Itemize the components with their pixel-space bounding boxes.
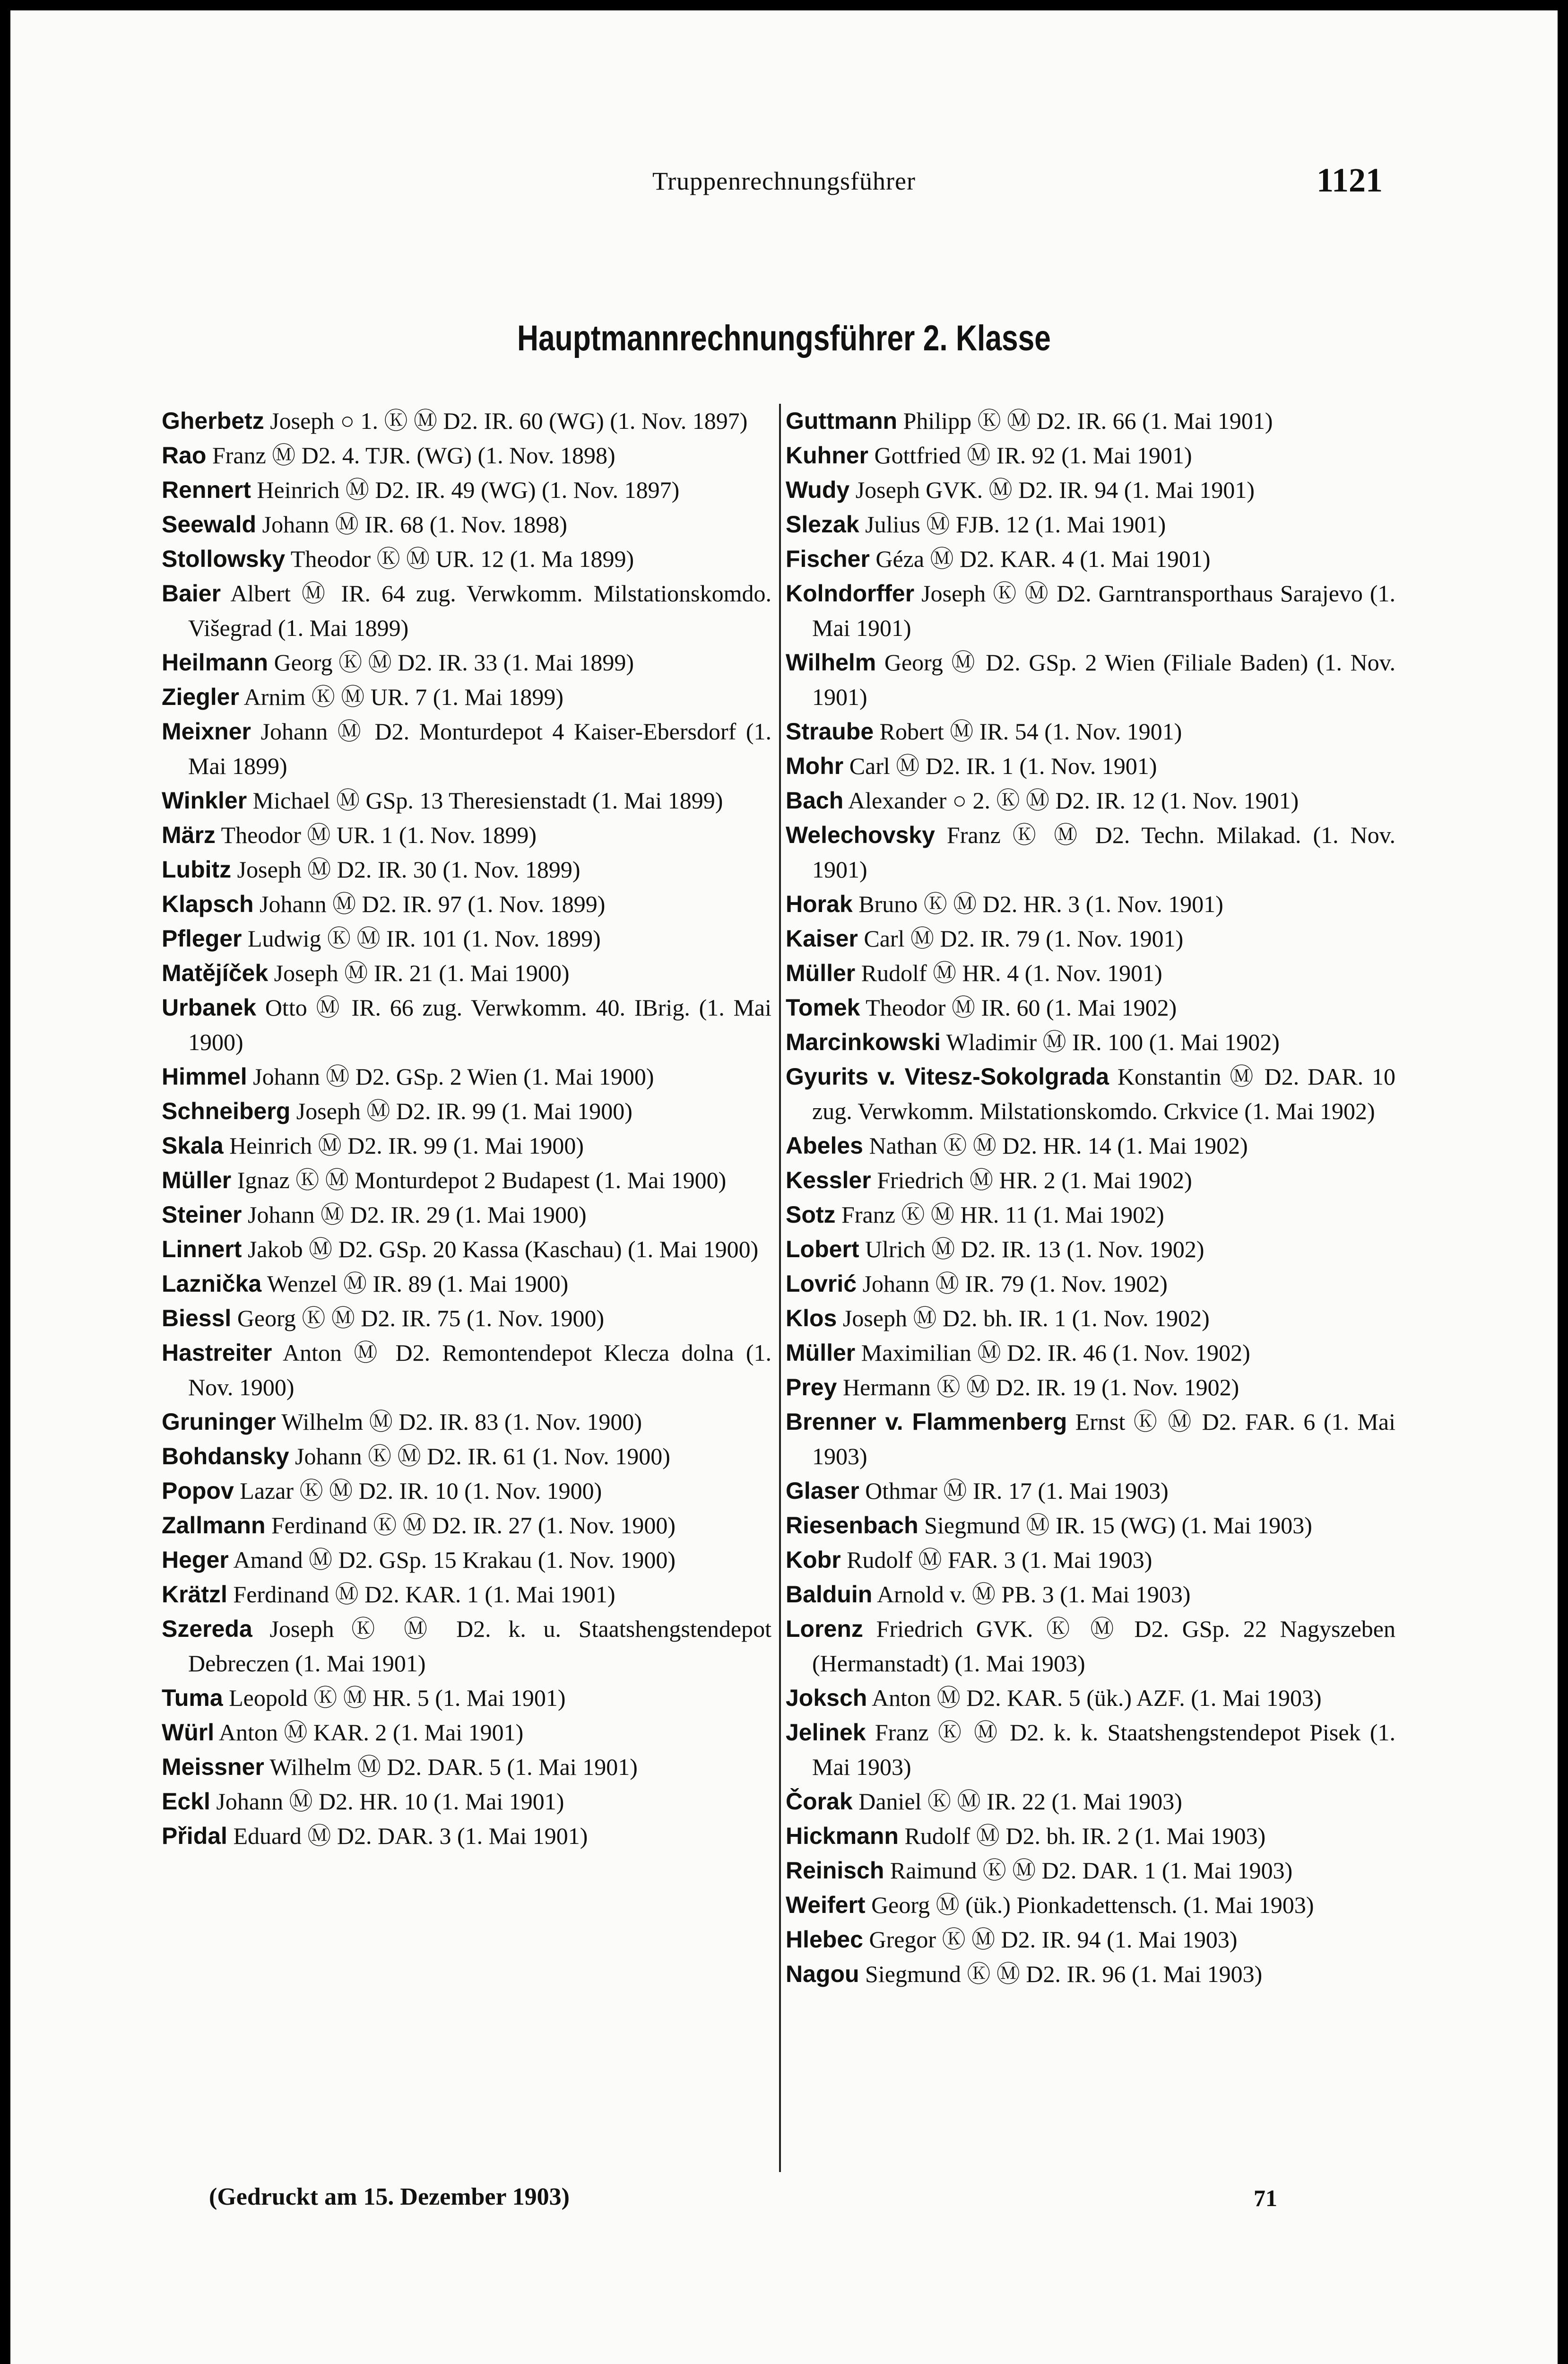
- surname: Heilmann: [162, 649, 269, 676]
- roster-entry: [786, 1232, 1395, 1267]
- running-header-title: Truppenrechnungsführer: [652, 167, 916, 195]
- surname: Kobr: [786, 1547, 841, 1573]
- roster-entry: [786, 749, 1395, 783]
- roster-entry: [786, 1267, 1395, 1301]
- roster-entry: [786, 714, 1395, 749]
- entry-details: Johann Ⓜ D2. Monturdepot 4 Kaiser-Ebersdorf (1. Mai 1899): [188, 718, 771, 779]
- surname: Wilhelm: [786, 649, 876, 676]
- entry-details: Heinrich Ⓜ D2. IR. 49 (WG) (1. Nov. 1897): [257, 477, 680, 503]
- roster-entry: [786, 1370, 1395, 1405]
- surname: Marcinkowski: [786, 1029, 941, 1055]
- entry-details: Alexander ○ 2. Ⓚ Ⓜ D2. IR. 12 (1. Nov. 1901): [848, 787, 1299, 814]
- roster-entry: [786, 991, 1395, 1025]
- roster-entry: [162, 1405, 771, 1439]
- surname: Linnert: [162, 1236, 242, 1262]
- surname: Seewald: [162, 511, 257, 538]
- roster-entry: [162, 783, 771, 818]
- surname: Schneiberg: [162, 1098, 291, 1124]
- entry-details: Ferdinand Ⓚ Ⓜ D2. IR. 27 (1. Nov. 1900): [271, 1512, 676, 1538]
- roster-entry: [162, 1198, 771, 1232]
- entry-details: Arnold v. Ⓜ PB. 3 (1. Mai 1903): [877, 1581, 1191, 1608]
- entry-details: Friedrich GVK. Ⓚ Ⓜ D2. GSp. 22 Nagyszeben (Hermanstadt) (1. Mai 1903): [812, 1616, 1395, 1677]
- surname: Hlebec: [786, 1926, 863, 1953]
- entry-details: Rudolf Ⓜ FAR. 3 (1. Mai 1903): [847, 1547, 1152, 1573]
- entry-details: Theodor Ⓚ Ⓜ UR. 12 (1. Ma 1899): [290, 546, 634, 572]
- entry-details: Robert Ⓜ IR. 54 (1. Nov. 1901): [879, 718, 1182, 745]
- page-number: 1121: [1316, 161, 1383, 199]
- roster-entry: [162, 852, 771, 887]
- surname: Čorak: [786, 1788, 853, 1815]
- entry-details: Siegmund Ⓜ IR. 15 (WG) (1. Mai 1903): [924, 1512, 1312, 1538]
- entry-details: Albert Ⓜ IR. 64 zug. Verwkomm. Milstationskomdo. Višegrad (1. Mai 1899): [188, 580, 771, 641]
- entry-details: Amand Ⓜ D2. GSp. 15 Krakau (1. Nov. 1900): [233, 1547, 676, 1573]
- surname: Nagou: [786, 1961, 859, 1987]
- printed-date-note: (Gedruckt am 15. Dezember 1903): [209, 2183, 570, 2210]
- roster-entry: [786, 1922, 1395, 1957]
- roster-entry: [786, 1681, 1395, 1715]
- entry-details: Johann Ⓜ D2. GSp. 2 Wien (1. Mai 1900): [253, 1063, 654, 1090]
- roster-entry: [162, 1439, 771, 1474]
- entry-details: Otto Ⓜ IR. 66 zug. Verwkomm. 40. IBrig. (1. Mai 1900): [188, 994, 772, 1055]
- roster-entry: [786, 542, 1395, 576]
- entry-details: Philipp Ⓚ Ⓜ D2. IR. 66 (1. Mai 1901): [903, 408, 1273, 434]
- entry-details: Anton Ⓜ D2. Remontendepot Klecza dolna (1. Nov. 1900): [188, 1339, 772, 1400]
- roster-entry: [162, 576, 771, 645]
- surname: Reinisch: [786, 1857, 884, 1884]
- roster-entry: [162, 1715, 771, 1750]
- roster-entry: [786, 783, 1395, 818]
- surname: Meixner: [162, 718, 251, 745]
- surname: Müller: [162, 1167, 232, 1193]
- surname: Weifert: [786, 1892, 866, 1918]
- entry-details: Anton Ⓜ KAR. 2 (1. Mai 1901): [218, 1719, 524, 1746]
- entry-details: Julius Ⓜ FJB. 12 (1. Mai 1901): [865, 511, 1166, 538]
- roster-entry: [162, 1336, 771, 1405]
- entry-details: Arnim Ⓚ Ⓜ UR. 7 (1. Mai 1899): [243, 684, 564, 710]
- surname: Szereda: [162, 1616, 252, 1642]
- roster-entry: [786, 1853, 1395, 1888]
- surname: Zallmann: [162, 1512, 266, 1538]
- entry-details: Franz Ⓚ Ⓜ D2. k. k. Staatshengstendepot Pisek (1. Mai 1903): [812, 1719, 1396, 1780]
- surname: Joksch: [786, 1685, 867, 1711]
- entry-details: Carl Ⓜ D2. IR. 1 (1. Nov. 1901): [849, 753, 1157, 779]
- entry-details: Géza Ⓜ D2. KAR. 4 (1. Mai 1901): [875, 546, 1211, 572]
- section-title: Hauptmannrechnungsführer 2. Klasse: [517, 318, 1051, 358]
- surname: Himmel: [162, 1063, 247, 1090]
- roster-entry: [786, 1543, 1395, 1577]
- entry-details: Georg Ⓜ (ük.) Pionkadettensch. (1. Mai 1903): [871, 1892, 1314, 1918]
- roster-entry: [786, 404, 1395, 438]
- surname: Lubitz: [162, 856, 232, 883]
- roster-entry: [786, 1198, 1395, 1232]
- entry-details: Eduard Ⓜ D2. DAR. 3 (1. Mai 1901): [233, 1823, 588, 1849]
- surname: Gruninger: [162, 1408, 276, 1435]
- entry-details: Gottfried Ⓜ IR. 92 (1. Mai 1901): [874, 442, 1192, 469]
- roster-entry: [162, 956, 771, 991]
- entry-details: Joseph Ⓚ Ⓜ D2. Garntransporthaus Sarajevo (1. Mai 1901): [812, 580, 1395, 641]
- surname: Lobert: [786, 1236, 859, 1262]
- entry-details: Rudolf Ⓜ HR. 4 (1. Nov. 1901): [861, 960, 1162, 986]
- surname: Slezak: [786, 511, 859, 538]
- document-page: [10, 10, 1558, 2364]
- roster-entry: [786, 1612, 1395, 1681]
- roster-entry: [162, 645, 771, 680]
- entry-details: Joseph Ⓜ IR. 21 (1. Mai 1900): [274, 960, 570, 986]
- roster-entry: [162, 1577, 771, 1612]
- roster-entry: [786, 1715, 1395, 1784]
- entry-details: Hermann Ⓚ Ⓜ D2. IR. 19 (1. Nov. 1902): [842, 1374, 1239, 1400]
- entry-details: Georg Ⓚ Ⓜ D2. IR. 75 (1. Nov. 1900): [237, 1305, 605, 1331]
- entry-details: Nathan Ⓚ Ⓜ D2. HR. 14 (1. Mai 1902): [869, 1132, 1248, 1159]
- roster-entry: [162, 1474, 771, 1508]
- roster-entry: [162, 1094, 771, 1129]
- roster-entry: [162, 404, 771, 438]
- roster-entry: [786, 576, 1395, 645]
- entry-details: Joseph ○ 1. Ⓚ Ⓜ D2. IR. 60 (WG) (1. Nov. 1897): [270, 408, 748, 434]
- surname: Sotz: [786, 1201, 836, 1228]
- surname: Popov: [162, 1478, 234, 1504]
- surname: Balduin: [786, 1581, 873, 1608]
- surname: Kaiser: [786, 925, 858, 952]
- entry-details: Michael Ⓜ GSp. 13 Theresienstadt (1. Mai 1899): [252, 787, 723, 814]
- surname: Meissner: [162, 1754, 264, 1780]
- roster-entry: [786, 887, 1395, 921]
- surname: Kessler: [786, 1167, 871, 1193]
- surname: Laznička: [162, 1270, 262, 1297]
- surname: Klapsch: [162, 891, 254, 917]
- surname: Stollowsky: [162, 546, 286, 572]
- surname: Kuhner: [786, 442, 868, 469]
- surname: Eckl: [162, 1788, 210, 1815]
- entry-details: Daniel Ⓚ Ⓜ IR. 22 (1. Mai 1903): [858, 1788, 1182, 1815]
- entry-details: Ferdinand Ⓜ D2. KAR. 1 (1. Mai 1901): [233, 1581, 615, 1608]
- roster-entry: [162, 542, 771, 576]
- entry-details: Leopold Ⓚ Ⓜ HR. 5 (1. Mai 1901): [229, 1685, 566, 1711]
- roster-entry: [786, 1163, 1395, 1198]
- entry-details: Franz Ⓜ D2. 4. TJR. (WG) (1. Nov. 1898): [212, 442, 615, 469]
- entry-details: Georg Ⓚ Ⓜ D2. IR. 33 (1. Mai 1899): [274, 649, 634, 676]
- entry-details: Heinrich Ⓜ D2. IR. 99 (1. Mai 1900): [229, 1132, 584, 1159]
- surname: Fischer: [786, 546, 870, 572]
- surname: Müller: [786, 960, 856, 986]
- roster-entry: [786, 1025, 1395, 1060]
- roster-entry: [162, 680, 771, 714]
- entry-details: Franz Ⓚ Ⓜ D2. Techn. Milakad. (1. Nov. 1901): [812, 822, 1396, 883]
- surname: Ziegler: [162, 684, 239, 710]
- surname: Rennert: [162, 477, 251, 503]
- roster-entry: [162, 1267, 771, 1301]
- roster-entry: [786, 1508, 1395, 1543]
- surname: Würl: [162, 1719, 215, 1746]
- surname: Müller: [786, 1339, 856, 1366]
- roster-entry: [162, 507, 771, 542]
- roster-entry: [162, 1819, 771, 1853]
- surname: Glaser: [786, 1478, 859, 1504]
- right-column: [786, 404, 1395, 1991]
- roster-entry: [162, 818, 771, 852]
- entry-details: Rudolf Ⓜ D2. bh. IR. 2 (1. Mai 1903): [904, 1823, 1266, 1849]
- column-divider: [779, 404, 781, 2172]
- surname: Mohr: [786, 753, 844, 779]
- entry-details: Jakob Ⓜ D2. GSp. 20 Kassa (Kaschau) (1. Mai 1900): [247, 1236, 759, 1262]
- entry-details: Siegmund Ⓚ Ⓜ D2. IR. 96 (1. Mai 1903): [865, 1961, 1263, 1987]
- roster-entry: [162, 991, 771, 1060]
- entry-details: Konstantin Ⓜ D2. DAR. 10 zug. Verwkomm. Milstationskomdo. Crkvice (1. Mai 1902): [812, 1063, 1396, 1124]
- surname: Straube: [786, 718, 874, 745]
- roster-entry: [786, 1474, 1395, 1508]
- roster-entry: [786, 1336, 1395, 1370]
- roster-entry: [786, 818, 1395, 887]
- surname: Pfleger: [162, 925, 242, 952]
- roster-entry: [162, 1784, 771, 1819]
- surname: Heger: [162, 1547, 229, 1573]
- roster-entry: [786, 1819, 1395, 1853]
- roster-entry: [786, 921, 1395, 956]
- entry-details: Ludwig Ⓚ Ⓜ IR. 101 (1. Nov. 1899): [248, 925, 601, 952]
- surname: Winkler: [162, 787, 247, 814]
- roster-entry: [786, 1301, 1395, 1336]
- entry-details: Joseph GVK. Ⓜ D2. IR. 94 (1. Mai 1901): [855, 477, 1255, 503]
- roster-entry: [786, 473, 1395, 507]
- roster-entry: [162, 1301, 771, 1336]
- roster-entry: [162, 1612, 771, 1681]
- roster-entry: [786, 438, 1395, 473]
- roster-entry: [786, 507, 1395, 542]
- surname: Tuma: [162, 1685, 223, 1711]
- entry-details: Joseph Ⓜ D2. bh. IR. 1 (1. Nov. 1902): [842, 1305, 1210, 1331]
- roster-entry: [162, 1750, 771, 1784]
- surname: Matějíček: [162, 960, 269, 986]
- entry-details: Franz Ⓚ Ⓜ HR. 11 (1. Mai 1902): [841, 1201, 1164, 1228]
- roster-entry: [162, 1681, 771, 1715]
- roster-entry: [162, 438, 771, 473]
- roster-entry: [786, 1888, 1395, 1922]
- entry-details: Ulrich Ⓜ D2. IR. 13 (1. Nov. 1902): [865, 1236, 1204, 1262]
- entry-details: Johann Ⓜ IR. 68 (1. Nov. 1898): [262, 511, 567, 538]
- roster-entry: [786, 1129, 1395, 1163]
- entry-details: Carl Ⓜ D2. IR. 79 (1. Nov. 1901): [864, 925, 1184, 952]
- roster-entry: [786, 1060, 1395, 1129]
- surname: Lorenz: [786, 1616, 863, 1642]
- surname: Lovrić: [786, 1270, 857, 1297]
- roster-entry: [162, 1060, 771, 1094]
- surname: Guttmann: [786, 408, 898, 434]
- surname: Baier: [162, 580, 221, 607]
- entry-details: Lazar Ⓚ Ⓜ D2. IR. 10 (1. Nov. 1900): [240, 1478, 602, 1504]
- entry-details: Raimund Ⓚ Ⓜ D2. DAR. 1 (1. Mai 1903): [890, 1857, 1293, 1884]
- surname: Steiner: [162, 1201, 242, 1228]
- surname: Urbanek: [162, 994, 257, 1021]
- entry-details: Wladimir Ⓜ IR. 100 (1. Mai 1902): [946, 1029, 1280, 1055]
- surname: Bach: [786, 787, 844, 814]
- roster-entry: [786, 645, 1395, 714]
- surname: Wudy: [786, 477, 850, 503]
- surname: Klos: [786, 1305, 837, 1331]
- roster-entry: [162, 714, 771, 783]
- entry-details: Johann Ⓜ D2. IR. 97 (1. Nov. 1899): [260, 891, 606, 917]
- entry-details: Wilhelm Ⓜ D2. IR. 83 (1. Nov. 1900): [281, 1408, 642, 1435]
- surname: Abeles: [786, 1132, 863, 1159]
- roster-entry: [162, 1543, 771, 1577]
- roster-entry: [786, 1405, 1395, 1474]
- entry-details: Theodor Ⓜ IR. 60 (1. Mai 1902): [866, 994, 1177, 1021]
- surname: Hickmann: [786, 1823, 899, 1849]
- entry-details: Johann Ⓚ Ⓜ D2. IR. 61 (1. Nov. 1900): [295, 1443, 670, 1469]
- entry-details: Johann Ⓜ D2. HR. 10 (1. Mai 1901): [216, 1788, 564, 1815]
- surname: Gherbetz: [162, 408, 264, 434]
- roster-entry: [162, 1163, 771, 1198]
- surname: Krätzl: [162, 1581, 227, 1608]
- entry-details: Johann Ⓜ IR. 79 (1. Nov. 1902): [862, 1270, 1168, 1297]
- surname: Prey: [786, 1374, 837, 1400]
- surname: Brenner v. Flammenberg: [786, 1408, 1067, 1435]
- surname: Welechovsky: [786, 822, 935, 848]
- entry-details: Ernst Ⓚ Ⓜ D2. FAR. 6 (1. Mai 1903): [812, 1408, 1395, 1469]
- roster-entry: [162, 1508, 771, 1543]
- entry-details: Maximilian Ⓜ D2. IR. 46 (1. Nov. 1902): [861, 1339, 1250, 1366]
- surname: Biessl: [162, 1305, 232, 1331]
- entry-details: Joseph Ⓚ Ⓜ D2. k. u. Staatshengstendepot Debreczen (1. Mai 1901): [188, 1616, 772, 1677]
- entry-details: Georg Ⓜ D2. GSp. 2 Wien (Filiale Baden) (1. Nov. 1901): [812, 649, 1396, 710]
- entry-details: Wenzel Ⓜ IR. 89 (1. Mai 1900): [267, 1270, 569, 1297]
- entry-details: Gregor Ⓚ Ⓜ D2. IR. 94 (1. Mai 1903): [869, 1926, 1238, 1953]
- entry-details: Wilhelm Ⓜ D2. DAR. 5 (1. Mai 1901): [269, 1754, 638, 1780]
- roster-entry: [162, 1232, 771, 1267]
- roster-entry: [786, 1577, 1395, 1612]
- entry-details: Theodor Ⓜ UR. 1 (1. Nov. 1899): [221, 822, 537, 848]
- entry-details: Bruno Ⓚ Ⓜ D2. HR. 3 (1. Nov. 1901): [858, 891, 1223, 917]
- entry-details: Johann Ⓜ D2. IR. 29 (1. Mai 1900): [248, 1201, 587, 1228]
- surname: Skala: [162, 1132, 224, 1159]
- roster-entry: [786, 1784, 1395, 1819]
- roster-entry: [162, 473, 771, 507]
- surname: Kolndorffer: [786, 580, 915, 607]
- surname: Bohdansky: [162, 1443, 289, 1469]
- entry-details: Ignaz Ⓚ Ⓜ Monturdepot 2 Budapest (1. Mai 1900): [237, 1167, 727, 1193]
- surname: Gyurits v. Vitesz-Sokolgrada: [786, 1063, 1109, 1090]
- entry-details: Joseph Ⓜ D2. IR. 99 (1. Mai 1900): [296, 1098, 632, 1124]
- roster-entry: [162, 921, 771, 956]
- surname: Horak: [786, 891, 853, 917]
- surname: Jelinek: [786, 1719, 866, 1746]
- surname: Riesenbach: [786, 1512, 918, 1538]
- surname: Tomek: [786, 994, 860, 1021]
- roster-entry: [786, 956, 1395, 991]
- entry-details: Friedrich Ⓜ HR. 2 (1. Mai 1902): [877, 1167, 1192, 1193]
- roster-entry: [786, 1957, 1395, 1991]
- entry-details: Othmar Ⓜ IR. 17 (1. Mai 1903): [865, 1478, 1169, 1504]
- roster-entry: [162, 887, 771, 921]
- surname: Hastreiter: [162, 1339, 272, 1366]
- surname: Rao: [162, 442, 207, 469]
- entry-details: Anton Ⓜ D2. KAR. 5 (ük.) AZF. (1. Mai 1903): [872, 1685, 1322, 1711]
- sheet-number: 71: [1254, 2185, 1277, 2211]
- surname: März: [162, 822, 216, 848]
- left-column: [162, 404, 771, 1853]
- roster-entry: [162, 1129, 771, 1163]
- entry-details: Joseph Ⓜ D2. IR. 30 (1. Nov. 1899): [237, 856, 580, 883]
- surname: Přidal: [162, 1823, 227, 1849]
